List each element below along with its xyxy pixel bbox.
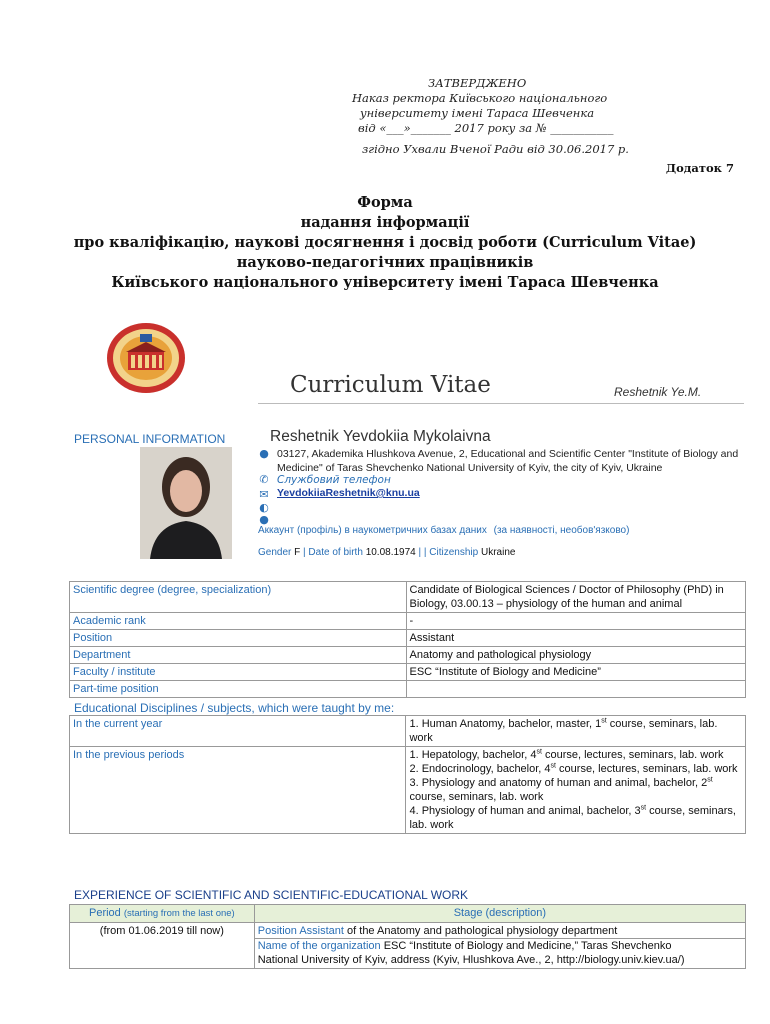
disciplines-table bbox=[69, 715, 746, 834]
messenger-icon: ● bbox=[259, 513, 269, 526]
position-line bbox=[258, 924, 742, 938]
experience-table bbox=[69, 904, 746, 969]
period-value: (from 01.06.2019 till now) bbox=[70, 923, 255, 969]
gender-label: Gender bbox=[258, 547, 292, 558]
form-title-5: Київського національного університету імені Тараса Шевченка bbox=[111, 274, 659, 291]
period-header bbox=[70, 905, 255, 923]
table-row bbox=[70, 647, 746, 664]
experience-heading: EXPERIENCE OF SCIENTIFIC AND SCIENTIFIC-EDUCATIONAL WORK bbox=[74, 888, 469, 902]
list-item: 3. Physiology and anatomy of human and animal, bachelor, 2st course, seminars, lab. work bbox=[409, 776, 713, 803]
position-desc: of the Anatomy and pathological physiology department bbox=[347, 925, 618, 937]
list-item: 4. Physiology of human and animal, bachelor, 3st course, seminars, lab. work bbox=[409, 804, 736, 831]
list-item: 1. Hepatology, bachelor, 4st course, lectures, seminars, lab. work bbox=[409, 748, 724, 761]
part-time-label: Part-time position bbox=[70, 681, 407, 698]
previous-periods-value bbox=[406, 747, 746, 834]
full-name: Reshetnik Yevdokiia Mykolaivna bbox=[270, 428, 491, 445]
table-row bbox=[70, 613, 746, 630]
university-seal-logo bbox=[106, 322, 186, 394]
table-row bbox=[70, 582, 746, 613]
approval-line-4: від «___»_______ 2017 року за № ___________ bbox=[358, 121, 614, 135]
accounts-note: (за наявності, необов'язково) bbox=[493, 525, 630, 536]
period-head: Period bbox=[88, 907, 121, 919]
email-link[interactable]: YevdokiiaReshetnik@knu.ua bbox=[277, 487, 420, 499]
part-time-value bbox=[406, 681, 746, 698]
table-row bbox=[70, 630, 746, 647]
address-text: 03127, Akademika Hlushkova Avenue, 2, Educational and Scientific Center "Institute of Biology and Medicine" of Taras Shevchenko National University of Kyiv, the city of Kyiv, Ukraine bbox=[277, 448, 739, 474]
form-title-4: науково-педагогічних працівників bbox=[236, 254, 534, 271]
cv-short-name: Reshetnik Ye.M. bbox=[614, 385, 702, 399]
form-title-3: про кваліфікацію, наукові досягнення і досвід роботи (Curriculum Vitae) bbox=[73, 234, 697, 251]
gender-value: F bbox=[294, 547, 301, 558]
personal-info-label: PERSONAL INFORMATION bbox=[74, 432, 226, 446]
position-value: Assistant bbox=[406, 630, 746, 647]
table-row bbox=[70, 747, 746, 834]
faculty-value: ESC “Institute of Biology and Medicine” bbox=[406, 664, 746, 681]
org-value: ESC “Institute of Biology and Medicine,” Taras Shevchenko bbox=[383, 940, 672, 952]
cv-title: Curriculum Vitae bbox=[290, 372, 491, 398]
web-icon: ◐ bbox=[259, 501, 269, 514]
stage-header: Stage (description) bbox=[254, 905, 745, 923]
table-row bbox=[70, 664, 746, 681]
previous-periods-label: In the previous periods bbox=[70, 747, 406, 834]
dob-value: 10.08.1974 bbox=[365, 547, 416, 558]
department-value: Anatomy and pathological physiology bbox=[406, 647, 746, 664]
cv-title-rule bbox=[258, 403, 744, 404]
dob-label: Date of birth bbox=[308, 547, 363, 558]
separator: | | bbox=[418, 547, 427, 558]
period-note: (starting from the last one) bbox=[123, 908, 235, 919]
approval-line-3: університету імені Тараса Шевченка bbox=[360, 106, 595, 120]
phone-icon: ✆ bbox=[259, 473, 269, 486]
accounts-label: Аккаунт (профіль) в наукометричних базах даних bbox=[258, 525, 487, 536]
email-icon: ✉ bbox=[259, 488, 269, 501]
table-row bbox=[70, 905, 746, 923]
org-value-2: National University of Kyiv, address (Kyiv, Hlushkova Ave., 2, http://biology.univ.kiev.ua/) bbox=[257, 954, 685, 966]
profile-photo bbox=[140, 447, 232, 559]
current-year-label: In the current year bbox=[70, 716, 406, 747]
academic-rank-value: - bbox=[406, 613, 746, 630]
approval-line-1: ЗАТВЕРДЖЕНО bbox=[428, 76, 527, 90]
demographics-line bbox=[258, 547, 515, 558]
approval-line-2: Наказ ректора Київського національного bbox=[352, 91, 608, 105]
organization-line bbox=[255, 938, 745, 967]
location-pin-icon: ● bbox=[259, 447, 269, 460]
degree-table bbox=[69, 581, 746, 698]
disciplines-heading: Educational Disciplines / subjects, which were taught by me: bbox=[74, 701, 395, 715]
appendix-label: Додаток 7 bbox=[665, 161, 734, 175]
current-year-value: 1. Human Anatomy, bachelor, master, 1st course, seminars, lab. work bbox=[406, 716, 746, 747]
list-item: 2. Endocrinology, bachelor, 4st course, lectures, seminars, lab. work bbox=[409, 762, 738, 775]
phone-text: Службовий телефон bbox=[277, 474, 391, 486]
faculty-label: Faculty / institute bbox=[70, 664, 407, 681]
separator: | bbox=[303, 547, 306, 558]
academic-rank-label: Academic rank bbox=[70, 613, 407, 630]
accounts-line bbox=[258, 525, 629, 536]
position-label: Position bbox=[257, 925, 297, 937]
table-row bbox=[70, 681, 746, 698]
form-title-1: Форма bbox=[357, 194, 413, 211]
form-title-2: надання інформації bbox=[300, 214, 470, 231]
department-label: Department bbox=[70, 647, 407, 664]
citizenship-label: Citizenship bbox=[429, 547, 479, 558]
degree-value: Candidate of Biological Sciences / Doctor of Philosophy (PhD) in Biology, 03.00.13 – physiology of the human and animal bbox=[406, 582, 746, 613]
approval-line-5: згідно Ухвали Вченої Ради від 30.06.2017 р. bbox=[362, 142, 629, 156]
stage-value bbox=[254, 923, 745, 969]
org-label: Name of the organization bbox=[257, 940, 381, 952]
table-row bbox=[70, 716, 746, 747]
position-name: Assistant bbox=[299, 925, 344, 937]
degree-label: Scientific degree (degree, specialization) bbox=[70, 582, 407, 613]
position-label: Position bbox=[70, 630, 407, 647]
table-row bbox=[70, 923, 746, 969]
citizenship-value: Ukraine bbox=[481, 547, 516, 558]
